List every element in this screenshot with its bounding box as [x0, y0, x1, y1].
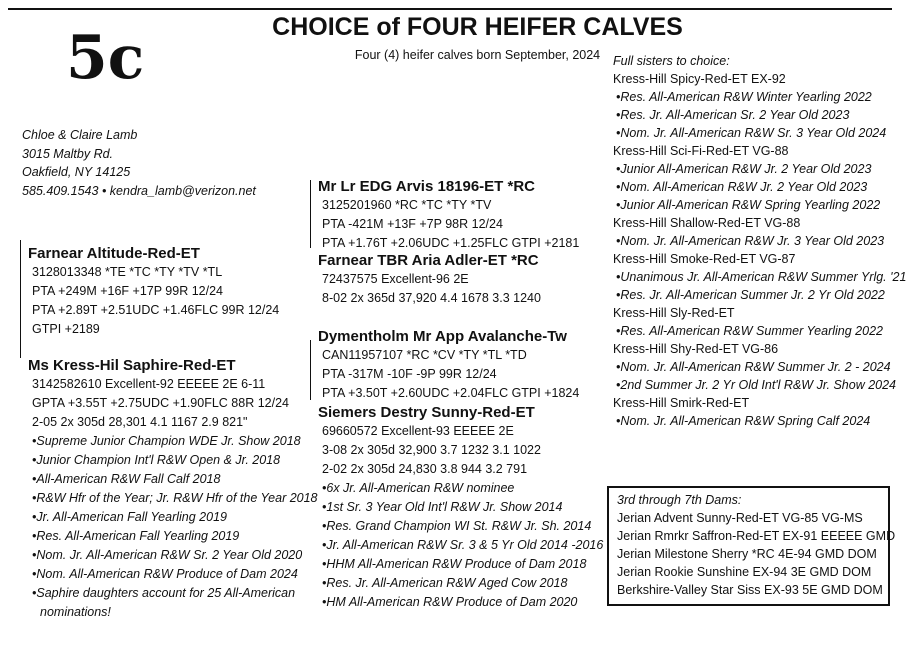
dam-award: nominations!	[40, 605, 111, 619]
dams-box	[607, 486, 896, 606]
sire-of-dam-line: 3125201960 *RC *TC *TY *TV	[322, 198, 492, 212]
sister-award: •Nom. Jr. All-American R&W Summer Jr. 2 - 2024	[616, 360, 891, 374]
sister-name: Kress-Hill Shallow-Red-ET VG-88	[613, 216, 801, 230]
sire-line: 3128013348 *TE *TC *TY *TV *TL	[32, 265, 223, 279]
page-title: CHOICE of FOUR HEIFER CALVES	[272, 13, 683, 41]
granddam-line: 72437575 Excellent-96 2E	[322, 272, 469, 286]
dam-line: GPTA +3.55T +2.75UDC +1.90FLC 88R 12/24	[32, 396, 289, 410]
great-granddam-award: •HHM All-American R&W Produce of Dam 2018	[322, 557, 587, 571]
great-granddam-block	[318, 404, 603, 612]
top-rule	[8, 8, 892, 10]
consignor-address: 3015 Maltby Rd.	[22, 146, 114, 161]
sire-of-granddam-block	[318, 328, 579, 403]
sire-of-dam-block	[318, 178, 579, 253]
sister-name: Kress-Hill Shy-Red-ET VG-86	[613, 342, 779, 356]
great-granddam-award: •6x Jr. All-American R&W nominee	[322, 481, 515, 495]
sire-name: Farnear Altitude-Red-ET	[28, 245, 200, 262]
ancestor-dam: Berkshire-Valley Star Siss EX-93 5E GMD DOM	[617, 583, 883, 597]
consignor-city: Oakfield, NY 14125	[22, 165, 131, 179]
dam-name: Ms Kress-Hil Saphire-Red-ET	[28, 357, 236, 374]
sister-award: •2nd Summer Jr. 2 Yr Old Int'l R&W Jr. Show 2024	[616, 378, 897, 392]
sister-name: Kress-Hill Smirk-Red-ET	[613, 396, 750, 410]
sister-name: Kress-Hill Sly-Red-ET	[613, 306, 735, 320]
sire-line: GTPI +2189	[32, 322, 100, 336]
sister-award: •Junior All-American R&W Jr. 2 Year Old 2023	[616, 162, 872, 176]
sire-block	[28, 245, 279, 339]
dam-award: •Junior Champion Int'l R&W Open & Jr. 2018	[32, 453, 281, 467]
sister-award: •Nom. Jr. All-American R&W Sr. 3 Year Old 2024	[616, 126, 887, 140]
dam-award: •All-American R&W Fall Calf 2018	[32, 472, 221, 486]
sire-line: PTA +249M +16F +17P 99R 12/24	[32, 284, 223, 298]
sister-name: Kress-Hill Sci-Fi-Red-ET VG-88	[613, 144, 789, 158]
sire-line: PTA +2.89T +2.51UDC +1.46FLC 99R 12/24	[32, 303, 280, 317]
sire-of-granddam-name: Dymentholm Mr App Avalanche-Tw	[318, 328, 567, 345]
great-granddam-award: •Res. Grand Champion WI St. R&W Jr. Sh. 2014	[322, 519, 592, 533]
granddam-name: Farnear TBR Aria Adler-ET *RC	[318, 252, 539, 269]
lot-number: 5c	[66, 23, 145, 93]
sister-award: •Unanimous Jr. All-American R&W Summer Yrlg. '21	[616, 270, 907, 284]
granddam-line: 8-02 2x 365d 37,920 4.4 1678 3.3 1240	[322, 291, 541, 305]
ancestor-dam: Jerian Rmrkr Saffron-Red-ET EX-91 EEEEE GMD	[617, 529, 896, 543]
great-granddam-name: Siemers Destry Sunny-Red-ET	[318, 404, 535, 421]
dam-award: •Saphire daughters account for 25 All-American	[32, 586, 296, 600]
dam-line: 3142582610 Excellent-92 EEEEE 2E 6-11	[32, 377, 266, 391]
great-granddam-award: •1st Sr. 3 Year Old Int'l R&W Jr. Show 2014	[322, 500, 563, 514]
sire-of-dam-name: Mr Lr EDG Arvis 18196-ET *RC	[318, 178, 536, 195]
consignor-name: Chloe & Claire Lamb	[22, 128, 138, 142]
dam-award: •Nom. All-American R&W Produce of Dam 2024	[32, 567, 298, 581]
dam-award: •Supreme Junior Champion WDE Jr. Show 2018	[32, 434, 301, 448]
great-granddam-award: •Res. Jr. All-American R&W Aged Cow 2018	[322, 576, 568, 590]
pedigree-bracket-top	[310, 180, 311, 248]
sire-of-granddam-line: PTA -317M -10F -9P 99R 12/24	[322, 367, 497, 381]
dam-block	[28, 357, 318, 622]
dams-label: 3rd through 7th Dams:	[617, 493, 742, 507]
full-sisters-label: Full sisters to choice:	[613, 54, 730, 68]
sister-name: Kress-Hill Smoke-Red-ET VG-87	[613, 252, 796, 266]
consignor-contact: 585.409.1543 • kendra_lamb@verizon.net	[22, 183, 256, 198]
ancestor-dam: Jerian Rookie Sunshine EX-94 3E GMD DOM	[617, 565, 872, 579]
pedigree-bracket-sire	[20, 240, 21, 358]
sister-award: •Nom. Jr. All-American R&W Spring Calf 2024	[616, 414, 871, 428]
ancestor-dam: Jerian Milestone Sherry *RC 4E-94 GMD DOM	[617, 547, 877, 561]
sire-of-dam-line: PTA +1.76T +2.06UDC +1.25FLC GTPI +2181	[322, 236, 580, 250]
full-sisters-section	[613, 52, 906, 430]
granddam-block	[318, 252, 541, 308]
great-granddam-line: 3-08 2x 305d 32,900 3.7 1232 3.1 1022	[322, 443, 541, 457]
sister-award: •Junior All-American R&W Spring Yearling 2022	[616, 198, 881, 212]
sire-of-granddam-line: PTA +3.50T +2.60UDC +2.04FLC GTPI +1824	[322, 386, 580, 400]
dam-award: •Nom. Jr. All-American R&W Sr. 2 Year Old 2020	[32, 548, 303, 562]
sister-award: •Res. Jr. All-American Summer Jr. 2 Yr Old 2022	[616, 288, 885, 302]
subtitle: Four (4) heifer calves born September, 2024	[354, 48, 601, 62]
consignor-info	[22, 126, 256, 200]
sister-award: •Nom. Jr. All-American R&W Jr. 3 Year Old 2023	[616, 234, 885, 248]
sister-award: •Nom. All-American R&W Jr. 2 Year Old 2023	[616, 180, 868, 194]
dam-award: •Res. All-American Fall Yearling 2019	[32, 529, 240, 543]
great-granddam-award: •Jr. All-American R&W Sr. 3 & 5 Yr Old 2014 -2016	[322, 538, 604, 552]
sister-name: Kress-Hill Spicy-Red-ET EX-92	[613, 72, 786, 86]
great-granddam-line: 69660572 Excellent-93 EEEEE 2E	[322, 424, 514, 438]
sire-of-dam-line: PTA -421M +13F +7P 98R 12/24	[322, 217, 503, 231]
sire-of-granddam-line: CAN11957107 *RC *CV *TY *TL *TD	[322, 348, 527, 362]
great-granddam-line: 2-02 2x 305d 24,830 3.8 944 3.2 791	[322, 462, 528, 476]
sister-award: •Res. Jr. All-American Sr. 2 Year Old 2023	[616, 108, 850, 122]
dam-award: •R&W Hfr of the Year; Jr. R&W Hfr of the Year 2018	[32, 491, 318, 505]
ancestor-dam: Jerian Advent Sunny-Red-ET VG-85 VG-MS	[617, 511, 863, 525]
dam-award: •Jr. All-American Fall Yearling 2019	[32, 510, 227, 524]
sister-award: •Res. All-American R&W Winter Yearling 2022	[616, 90, 872, 104]
sister-award: •Res. All-American R&W Summer Yearling 2022	[616, 324, 883, 338]
great-granddam-award: •HM All-American R&W Produce of Dam 2020	[322, 595, 578, 609]
dam-line: 2-05 2x 305d 28,301 4.1 1167 2.9 821"	[32, 415, 248, 429]
